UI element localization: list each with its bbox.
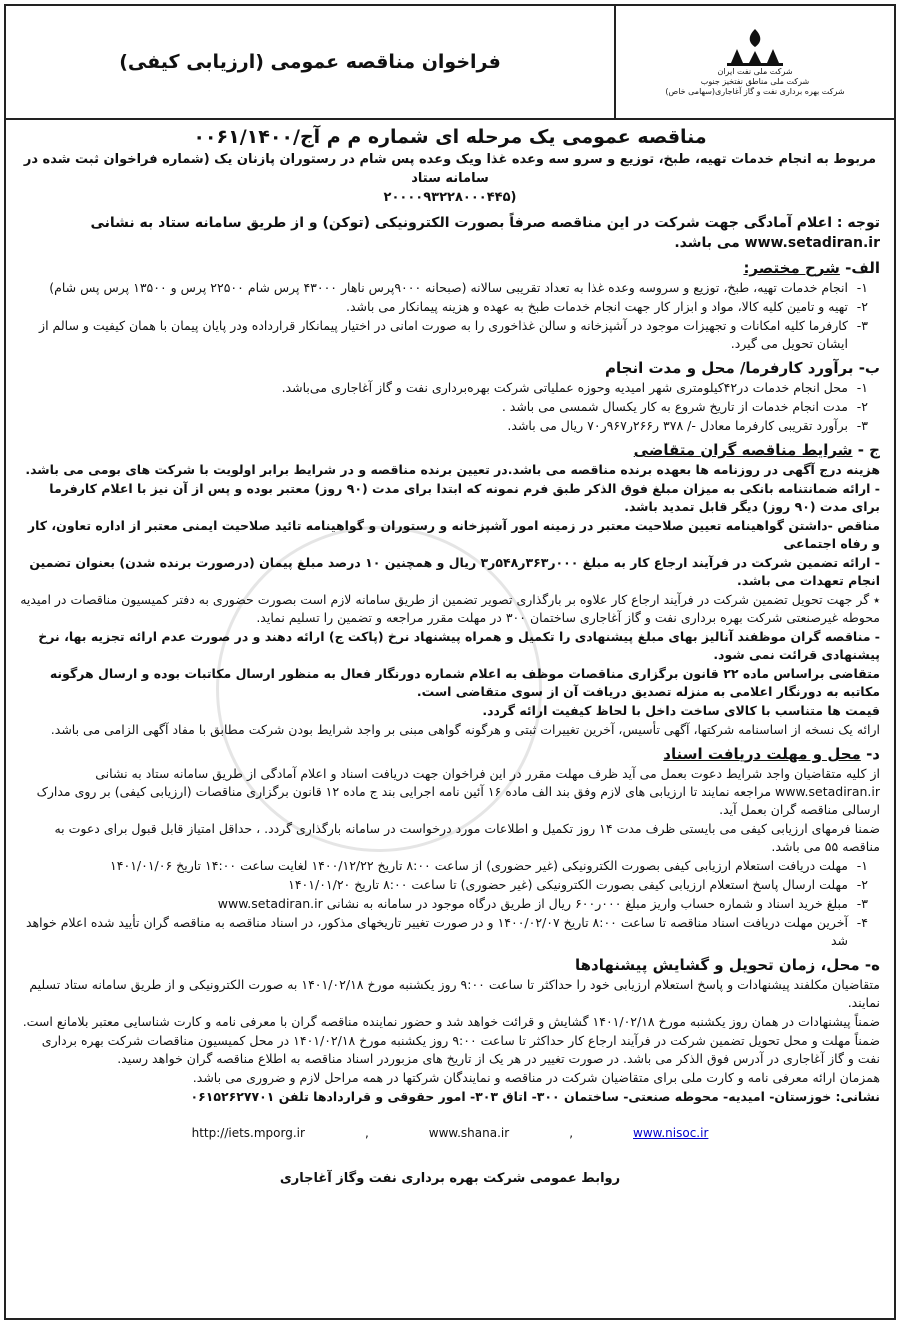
item-text: مهلت دریافت استعلام ارزیابی کیفی بصورت الکترونیکی (غیر حضوری) از ساعت ۸:۰۰ تاریخ ۱۴۰۰/۱۲/۲۲ لغایت ساعت ۱۴:۰۰ تاریخ ۱۴۰۱/۰۱/۰۶ bbox=[110, 858, 848, 873]
logo-line-1: شرکت ملی نفت ایران bbox=[717, 67, 793, 76]
item-number: ۲- bbox=[856, 399, 868, 414]
condition-paragraph: ارائه یک نسخه از اساسنامه شرکتها، آگهی تأسیس، آخرین تغییرات ثبتی و هرگونه گواهی مبنی بر واجد شرایط بودن شرکت مطابق با مفاد آگهی الزامی می باشد. bbox=[50, 722, 880, 737]
list-item bbox=[20, 298, 880, 316]
section-a-prefix: الف- bbox=[845, 259, 880, 277]
header-title: فراخوان مناقصه عمومی (ارزیابی کیفی) bbox=[119, 51, 501, 73]
header bbox=[6, 6, 894, 120]
section-d-title bbox=[20, 745, 880, 763]
logo-line-2: شرکت ملی مناطق نفتخیز جنوب bbox=[700, 77, 810, 86]
list-item bbox=[20, 857, 880, 875]
item-text: مهلت ارسال پاسخ استعلام ارزیابی کیفی بصورت الکترونیکی (غیر حضوری) تا ساعت ۸:۰۰ تاریخ ۱۴۰۱/۰۱/۲۰ bbox=[288, 877, 848, 892]
submission-paragraph: ضمناً پیشنهادات در همان روز یکشنبه مورخ ۱۴۰۱/۰۲/۱۸ گشایش و قرائت خواهد شد و حضور نماینده مناقصه گران با معرفی نامه و کارت شناسایی معتبر بلامانع است. bbox=[22, 1014, 880, 1029]
item-number: ۱- bbox=[856, 380, 868, 395]
tender-subtitle bbox=[20, 150, 880, 207]
item-text: محل انجام خدمات در۴۲کیلومتری شهر امیدیه وحوزه عملیاتی شرکت بهره‌برداری نفت و گاز آغاجاری می‌باشد. bbox=[281, 380, 848, 395]
section-a-title bbox=[20, 259, 880, 277]
section-a-heading: شرح مختصر: bbox=[743, 259, 840, 277]
website-link-iets[interactable]: http://iets.mporg.ir bbox=[191, 1126, 305, 1140]
condition-paragraph: ٭ گر جهت تحویل تضمین شرکت در فرآیند ارجاع کار علاوه بر بارگذاری تصویر تضمین از طریق سامانه لازم است بصورت حضوری به دفتر کمیسیون مناقصات در امیدیه محوطه غیرصنعتی شرکت بهره برداری نفت و گاز آغاجاری ساختمان ۳۰۰ در مهلت مقرر مراجعه و تضمین را تسلیم نماید. bbox=[20, 592, 880, 625]
item-number: ۴- bbox=[856, 915, 868, 930]
list-item bbox=[20, 417, 880, 435]
item-text: برآورد تقریبی کارفرما معادل -/ ۳۷۸ ر۲۶۶ر۹۶۷ر۷۰ ریال می باشد. bbox=[507, 418, 848, 433]
item-text: مبلغ خرید اسناد و شماره حساب واریز مبلغ ۰۰۰ر۶۰۰ ریال از طریق درگاه موجود در سامانه به نشانی www.setadiran.ir bbox=[217, 896, 848, 911]
tender-title: مناقصه عمومی یک مرحله ای شماره م م آج/۰۰۶۱/۱۴۰۰ bbox=[193, 126, 707, 148]
documents-intro-2: ضمنا فرمهای ارزیابی کیفی می بایستی ظرف مدت ۱۴ روز تکمیل و اطلاعات مورد درخواست در سامانه بارگذاری گردد. ، حداقل امتیاز قابل قبول برای دعوت به مناقصه ۵۵ می باشد. bbox=[54, 821, 880, 854]
submission-paragraph: متقاضیان مکلفند پیشنهادات و پاسخ استعلام ارزیابی خود را حداکثر تا ساعت ۹:۰۰ روز یکشنبه مورخ ۱۴۰۱/۰۲/۱۸ به صورت الکترونیکی و از طریق سامانه ستاد تسلیم نمایند. bbox=[29, 977, 880, 1010]
public-relations-signature: روابط عمومی شرکت بهره برداری نفت وگاز آغاجاری bbox=[279, 1171, 621, 1186]
condition-paragraph: - ارائه ضمانتنامه بانکی به میزان مبلغ فوق الذکر طبق فرم نمونه که ابتدا برای مدت (۹۰ روز) معتبر بوده و پس از آن نیز با اعلام کارفرما برای مدت (۹۰ روز) دیگر قابل تمدید باشد. bbox=[49, 481, 880, 514]
item-number: ۲- bbox=[856, 299, 868, 314]
list-item bbox=[20, 914, 880, 950]
list-item bbox=[20, 895, 880, 913]
item-number: ۳- bbox=[856, 896, 868, 911]
section-d-heading: محل و مهلت دریافت اسناد bbox=[663, 745, 861, 763]
subtitle-line-1: مربوط به انجام خدمات تهیه، طبخ، توزیع و سرو سه وعده غذا ویک وعده پس شام در رستوران پازنان یک (شماره فراخوان ثبت شده در سامانه ستاد bbox=[23, 152, 877, 186]
nioc-logo-icon bbox=[723, 27, 787, 67]
tender-notice-page bbox=[4, 4, 896, 1320]
item-text: آخرین مهلت دریافت اسناد مناقصه تا ساعت ۸:۰۰ تاریخ ۱۴۰۰/۰۲/۰۷ و در صورت تغییر تاریخهای مذکور، در اسناد مناقصه به مناقصه گران تأیید شده اعلام خواهد شد bbox=[25, 915, 848, 948]
list-item bbox=[20, 876, 880, 894]
condition-paragraph: - ارائه تضمین شرکت در فرآیند ارجاع کار به مبلغ ۰۰۰ر۳۶۳ر۵۴۸ر۳ ریال و همچنین ۱۰ درصد مبلغ پیمان (درصورت برنده شدن) بعنوان تضمین انجام تعهدات می باشد. bbox=[29, 555, 880, 588]
list-item bbox=[20, 379, 880, 397]
main-content bbox=[6, 120, 894, 1188]
condition-paragraph: هزینه درج آگهی در روزنامه ها بعهده برنده مناقصه می باشد.در تعیین برنده مناقصه و در شرایط برابر اولویت با شرکت های بومی می باشد. bbox=[25, 462, 880, 477]
submission-paragraph: همزمان ارائه معرفی نامه و کارت ملی برای متقاضیان شرکت در مناقصه و نمایندگان شرکتها در همه مراحل لازم و ضروری می باشد. bbox=[192, 1070, 880, 1085]
website-link-nisoc[interactable]: www.nisoc.ir bbox=[633, 1126, 709, 1140]
section-b-title: ب- برآورد کارفرما/ محل و مدت انجام bbox=[605, 359, 880, 377]
documents-intro: از کلیه متقاضیان واجد شرایط دعوت بعمل می آید ظرف مهلت مقرر در این فراخوان جهت دریافت اسناد و اعلام آمادگی از طریق سامانه ستاد به نشانی www.setadiran.ir مراجعه نمایند تا ارزیابی های لازم وفق بند الف ماده ۱۶ آئین نامه اجرایی بند ج ماده ۱۲ قانون برگزاری مناقصات (ارزیابی کیفی) بر روی مدارک ارسالی مناقصه گران بعمل آید. bbox=[36, 766, 880, 817]
website-link-shana[interactable]: www.shana.ir bbox=[428, 1126, 510, 1140]
list-item bbox=[20, 317, 880, 353]
submission-paragraph: ضمناً مهلت و محل تحویل تضمین شرکت در فرآیند ارجاع کار حداکثر تا ساعت ۹:۰۰ روز یکشنبه مورخ ۱۴۰۱/۰۲/۱۸ در محل کمیسیون مناقصات شرکت بهره برداری نفت و گاز آغاجاری در آدرس فوق الذکر می باشد. در صورت تغییر در هر یک از تاریخ های مزبوردر اسناد مناقصه به اطلاع مناقصه گران خواهد رسید. bbox=[41, 1033, 880, 1066]
list-item bbox=[20, 398, 880, 416]
section-e-title: ه- محل، زمان تحویل و گشایش پیشنهادها bbox=[574, 956, 880, 974]
item-text: تهیه و تامین کلیه کالا، مواد و ابزار کار جهت انجام خدمات طبخ به عهده و هزینه پیمانکار می باشد. bbox=[346, 299, 848, 314]
list-item bbox=[20, 279, 880, 297]
item-number: ۲- bbox=[856, 877, 868, 892]
item-text: مدت انجام خدمات از تاریخ شروع به کار یکسال شمسی می باشد . bbox=[501, 399, 848, 414]
condition-paragraph: قیمت ها متناسب با کالای ساخت داخل با لحاظ کیفیت ارائه گردد. bbox=[482, 703, 880, 718]
condition-paragraph: - مناقصه گران موظفند آنالیز بهای مبلغ پیشنهادی را تکمیل و همراه پیشنهاد نرخ (پاکت ج) ارائه دهند و در صورت عدم ارائه تجزیه بها، نرخ پیشنهادی قرائت نمی شود. bbox=[38, 629, 880, 662]
item-number: ۱- bbox=[856, 280, 868, 295]
item-number: ۳- bbox=[856, 318, 868, 333]
attention-note: توجه : اعلام آمادگی جهت شرکت در این مناقصه صرفاً بصورت الکترونیکی (توکن) و از طریق سامانه ستاد به نشانی www.setadiran.ir می باشد. bbox=[90, 215, 880, 251]
logo-line-3: شرکت بهره برداری نفت و گاز آغاجاری(سهامی خاص) bbox=[665, 87, 845, 96]
section-d-prefix: د- bbox=[866, 745, 880, 763]
footer-websites bbox=[20, 1124, 880, 1142]
item-text: انجام خدمات تهیه، طبخ، توزیع و سروسه وعده غذا به تعداد تقریبی سالانه (صبحانه ۹۰۰۰پرس ناهار ۴۳۰۰۰ پرس شام ۲۲۵۰۰ پرس و ۱۳۵۰۰ پرس پس شام) bbox=[49, 280, 848, 295]
condition-paragraph: مناقص -داشتن گواهینامه تعیین صلاحیت معتبر در زمینه امور آشپزخانه و رستوران و گواهینامه تائید صلاحیت ایمنی معتبر از اداره تعاون، کار و رفاه اجتماعی bbox=[27, 518, 880, 551]
separator: , bbox=[364, 1126, 369, 1140]
section-c-prefix: ج - bbox=[857, 441, 880, 459]
item-text: کارفرما کلیه امکانات و تجهیزات موجود در آشپزخانه و سالن غذاخوری را به صورت امانی در اختیار پیمانکار قرارداده ودر پایان پیمان با همان کیفیت و سالم از ایشان تحویل می گیرد. bbox=[39, 318, 848, 351]
address-line: نشانی: خوزستان- امیدیه- محوطه صنعتی- ساختمان ۳۰۰- اتاق ۳۰۳- امور حقوقی و قراردادها تلفن ۰۶۱۵۲۶۲۷۷۰۱ bbox=[190, 1089, 880, 1104]
item-number: ۳- bbox=[856, 418, 868, 433]
section-c-heading: شرایط مناقصه گران متقاضی bbox=[633, 441, 853, 459]
condition-paragraph: متقاضی براساس ماده ۲۲ قانون برگزاری مناقصات موظف به اعلام شماره دورنگار فعال به منظور ارسال مکاتبات بوده و ارسال هرگونه مکاتبه به دورنگار اعلامی به منزله تصدیق دریافت آن از سوی متقاضی است. bbox=[49, 666, 880, 699]
separator: , bbox=[569, 1126, 574, 1140]
company-logo-box bbox=[614, 6, 894, 118]
item-number: ۱- bbox=[856, 858, 868, 873]
section-c-title bbox=[20, 441, 880, 459]
subtitle-line-2: (۲۰۰۰۰۹۳۲۲۸۰۰۰۴۴۵ bbox=[383, 190, 517, 205]
